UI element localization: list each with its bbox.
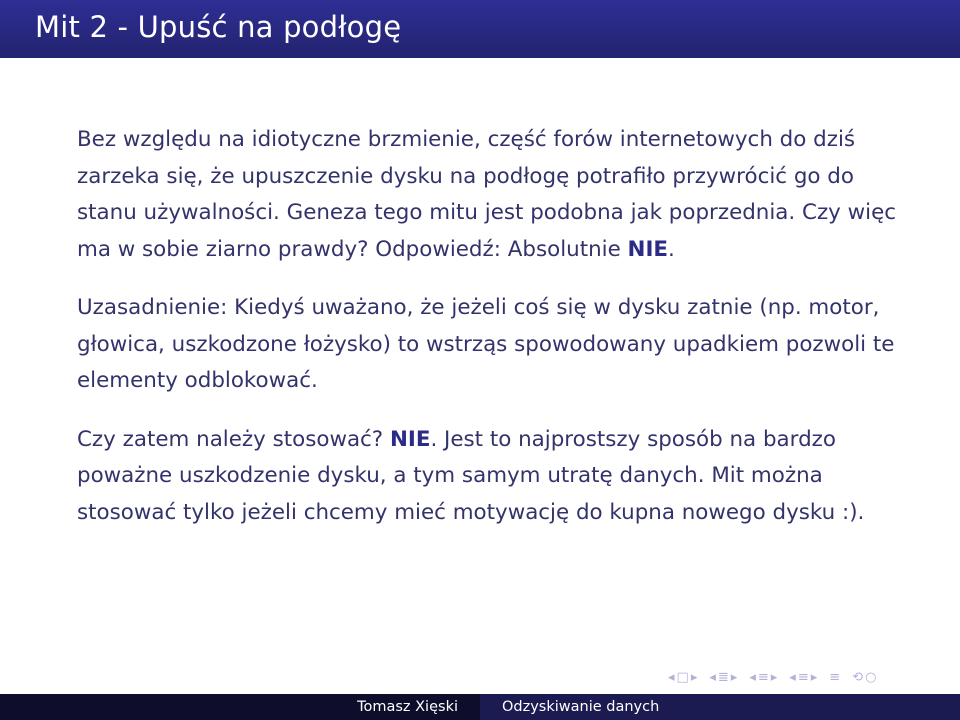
paragraph-3-start: Czy zatem należy stosować? bbox=[77, 426, 390, 452]
paragraph-3 bbox=[77, 422, 897, 532]
frame-icon[interactable]: □ bbox=[676, 669, 689, 685]
frame-nav[interactable] bbox=[668, 670, 697, 685]
next-subsection-icon[interactable]: ▸ bbox=[730, 669, 738, 685]
next-icon[interactable]: ▸ bbox=[690, 669, 698, 685]
prev-doc-icon[interactable]: ◂ bbox=[789, 669, 796, 685]
section-icon[interactable]: ≡ bbox=[757, 669, 769, 685]
doc-nav[interactable] bbox=[789, 670, 817, 685]
footer bbox=[0, 694, 960, 720]
beamer-navigation bbox=[668, 664, 884, 690]
slide-content bbox=[77, 122, 897, 553]
align-icon[interactable]: ≡ bbox=[829, 669, 841, 685]
next-section-icon[interactable]: ▸ bbox=[770, 669, 778, 685]
next-doc-icon[interactable]: ▸ bbox=[810, 669, 818, 685]
paragraph-1-end: . bbox=[668, 236, 675, 262]
slide-title: Mit 2 - Upuść na podłogę bbox=[35, 10, 402, 44]
back-icon[interactable]: ⟲ bbox=[852, 669, 864, 685]
subsection-icon[interactable]: ≣ bbox=[717, 669, 729, 685]
align-nav[interactable] bbox=[829, 670, 840, 685]
paragraph-3-emphasis: NIE bbox=[389, 426, 431, 452]
doc-icon[interactable]: ≡ bbox=[797, 669, 809, 685]
title-bar bbox=[0, 0, 960, 58]
paragraph-2: Uzasadnienie: Kiedyś uważano, że jeżeli coś się w dysku zatnie (np. motor, głowica, uszkodzone łożysko) to wstrząs spowodowany upadkiem pozwoli te elementy odblokować. bbox=[77, 295, 895, 393]
zoom-icon[interactable]: ○ bbox=[865, 669, 877, 685]
footer-title: Odzyskiwanie danych bbox=[502, 699, 660, 715]
paragraph-3-end: . Jest to najprostszy sposób na bardzo poważne uszkodzenie dysku, a tym samym utratę danych. Mit można stosować tylko jeżeli chcemy mieć motywację do kupna nowego dysku :). bbox=[77, 426, 865, 525]
search-nav[interactable] bbox=[852, 670, 876, 685]
footer-title-box bbox=[480, 694, 960, 720]
subsection-nav[interactable] bbox=[709, 670, 737, 685]
prev-section-icon[interactable]: ◂ bbox=[749, 669, 756, 685]
section-nav[interactable] bbox=[749, 670, 777, 685]
footer-author: Tomasz Xięski bbox=[357, 699, 458, 715]
paragraph-1 bbox=[77, 122, 897, 268]
paragraph-1-text: Bez względu na idiotyczne brzmienie, część forów internetowych do dziś zarzeka się, że upuszczenie dysku na podłogę potrafiło przywrócić go do stanu używalności. Geneza tego mitu jest podobna jak poprzednia. Czy więc ma w sobie ziarno prawdy? Odpowiedź: Absolutnie bbox=[77, 127, 896, 262]
prev-icon[interactable]: ◂ bbox=[668, 669, 675, 685]
paragraph-1-emphasis: NIE bbox=[627, 236, 669, 262]
footer-author-box bbox=[0, 694, 480, 720]
prev-subsection-icon[interactable]: ◂ bbox=[709, 669, 716, 685]
